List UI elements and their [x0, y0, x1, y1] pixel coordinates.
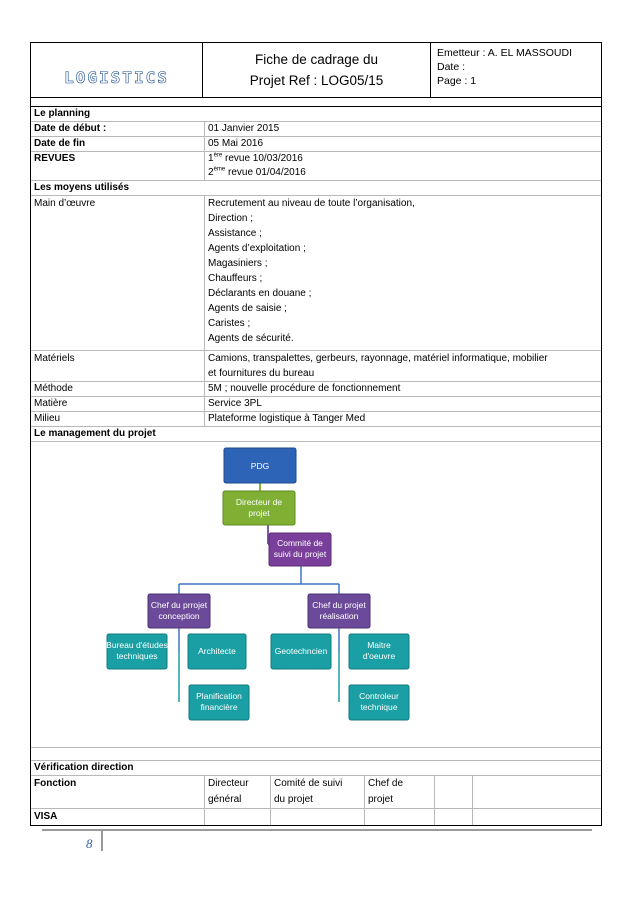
node-controleur [349, 685, 409, 720]
main-oeuvre-line: Assistance ; [208, 228, 262, 239]
visa-cell [473, 809, 601, 825]
fonction-empty-2 [473, 776, 601, 808]
title-cell [203, 43, 431, 97]
row-matiere [31, 397, 601, 412]
review1-sup: ère [213, 152, 223, 159]
spacer-row [31, 98, 601, 107]
main-oeuvre-line: Caristes ; [208, 318, 251, 329]
review2-text: revue 01/04/2016 [225, 167, 306, 178]
review2-num: 2 [208, 167, 214, 178]
page-number: 8 [86, 836, 93, 851]
logo-cell [31, 43, 203, 97]
methode-value: 5M ; nouvelle procédure de fonctionnement [208, 383, 401, 394]
node-label: conception [158, 611, 200, 621]
start-value: 01 Janvier 2015 [208, 123, 280, 134]
main-oeuvre-line: Déclarants en douane ; [208, 288, 312, 299]
node-label: Commité de [277, 538, 323, 548]
materiels-line-1: Camions, transpalettes, gerbeurs, rayonnage, matériel informatique, mobilier [208, 353, 548, 364]
node-planification [189, 685, 249, 720]
directeur-line-2: général [208, 794, 242, 805]
visa-cell [205, 809, 271, 825]
row-fonction [31, 776, 601, 809]
matiere-value: Service 3PL [208, 398, 262, 409]
fonction-directeur [205, 776, 271, 808]
meta-cell [431, 43, 601, 97]
materiels-label: Matériels [31, 351, 205, 381]
page-field: Page : 1 [437, 75, 477, 87]
node-directeur [223, 491, 295, 525]
comite-line-2: du projet [274, 794, 313, 805]
review1-num: 1 [208, 153, 214, 164]
document-header [31, 43, 601, 98]
visa-cell [435, 809, 473, 825]
row-milieu [31, 412, 601, 427]
methode-label: Méthode [31, 382, 205, 396]
node-label: techniques [116, 651, 158, 661]
node-label: projet [248, 508, 270, 518]
main-oeuvre-line: Agents de sécurité. [208, 333, 294, 344]
row-reviews [31, 152, 601, 181]
start-label: Date de début : [31, 122, 205, 136]
milieu-value: Plateforme logistique à Tanger Med [208, 413, 366, 424]
main-oeuvre-line: Recrutement au niveau de toute l’organisation, [208, 198, 415, 209]
fonction-empty-1 [435, 776, 473, 808]
node-label: Geotechncien [274, 646, 328, 656]
footer-divider [101, 829, 103, 851]
company-logo: LOGISTICS [64, 68, 169, 87]
fonction-comite [271, 776, 365, 808]
section-verification: Vérification direction [31, 761, 601, 776]
footer-rule [42, 829, 592, 831]
end-label: Date de fin [31, 137, 205, 151]
document-frame [30, 42, 602, 826]
node-label: réalisation [319, 611, 359, 621]
node-label: financière [200, 702, 238, 712]
node-label: technique [360, 702, 398, 712]
row-visa [31, 809, 601, 825]
visa-label: VISA [31, 809, 205, 825]
review1-text: revue 10/03/2016 [222, 153, 303, 164]
main-oeuvre-list [205, 196, 601, 350]
comite-line-1: Comité de suivi [274, 778, 343, 789]
node-label: Architecte [198, 646, 236, 656]
node-label: Maitre [367, 640, 391, 650]
matiere-label: Matière [31, 397, 205, 411]
row-start-date [31, 122, 601, 137]
milieu-label: Milieu [31, 412, 205, 426]
node-label: Directeur de [235, 497, 283, 507]
row-end-date [31, 137, 601, 152]
node-bureau-etudes [106, 634, 168, 669]
node-label: Planification [196, 691, 242, 701]
org-chart-svg [31, 442, 601, 748]
chef-line-2: projet [368, 794, 394, 805]
node-chef-realisation [308, 594, 370, 628]
fonction-chef [365, 776, 435, 808]
node-commite [269, 533, 331, 566]
node-label: Chef du prrojet [150, 600, 208, 610]
org-chart [31, 442, 601, 748]
section-management: Le management du projet [31, 427, 601, 442]
title-line-1: Fiche de cadrage du [254, 52, 379, 67]
row-methode [31, 382, 601, 397]
main-oeuvre-line: Magasiniers ; [208, 258, 268, 269]
node-label: Controleur [359, 691, 399, 701]
node-label: d'oeuvre [362, 651, 396, 661]
chef-line-1: Chef de [368, 778, 404, 789]
main-oeuvre-line: Agents de saisie ; [208, 303, 287, 314]
node-label: PDG [250, 461, 270, 471]
main-oeuvre-label: Main d’œuvre [31, 196, 205, 350]
date-field: Date : [437, 61, 466, 73]
title-line-2: Projet Ref : LOG05/15 [249, 73, 384, 88]
node-pdg [224, 448, 296, 483]
node-architecte [188, 634, 246, 669]
visa-cell [271, 809, 365, 825]
end-value: 05 Mai 2016 [208, 138, 264, 149]
node-label: Bureau d'études [106, 640, 168, 650]
reviews-label: REVUES [31, 152, 205, 180]
emetteur: Emetteur : A. EL MASSOUDI [437, 47, 572, 59]
spacer-row-2 [31, 748, 601, 761]
section-moyens: Les moyens utilisés [31, 181, 601, 196]
main-oeuvre-line: Direction ; [208, 213, 254, 224]
materiels-line-2: et fournitures du bureau [208, 368, 315, 379]
node-label: suivi du projet [273, 549, 327, 559]
reviews-value [205, 152, 601, 180]
main-oeuvre-line: Agents d’exploitation ; [208, 243, 306, 254]
node-label: Chef du projet [312, 600, 366, 610]
materiels-value [205, 351, 601, 381]
row-main-oeuvre [31, 196, 601, 351]
node-geotechnicien [271, 634, 331, 669]
main-oeuvre-line: Chauffeurs ; [208, 273, 263, 284]
directeur-line-1: Directeur [208, 778, 249, 789]
review2-sup: ème [213, 166, 226, 173]
fonction-label: Fonction [31, 776, 205, 808]
node-chef-conception [148, 594, 210, 628]
row-materiels [31, 351, 601, 382]
visa-cell [365, 809, 435, 825]
node-maitre-oeuvre [349, 634, 409, 669]
section-planning: Le planning [31, 107, 601, 122]
